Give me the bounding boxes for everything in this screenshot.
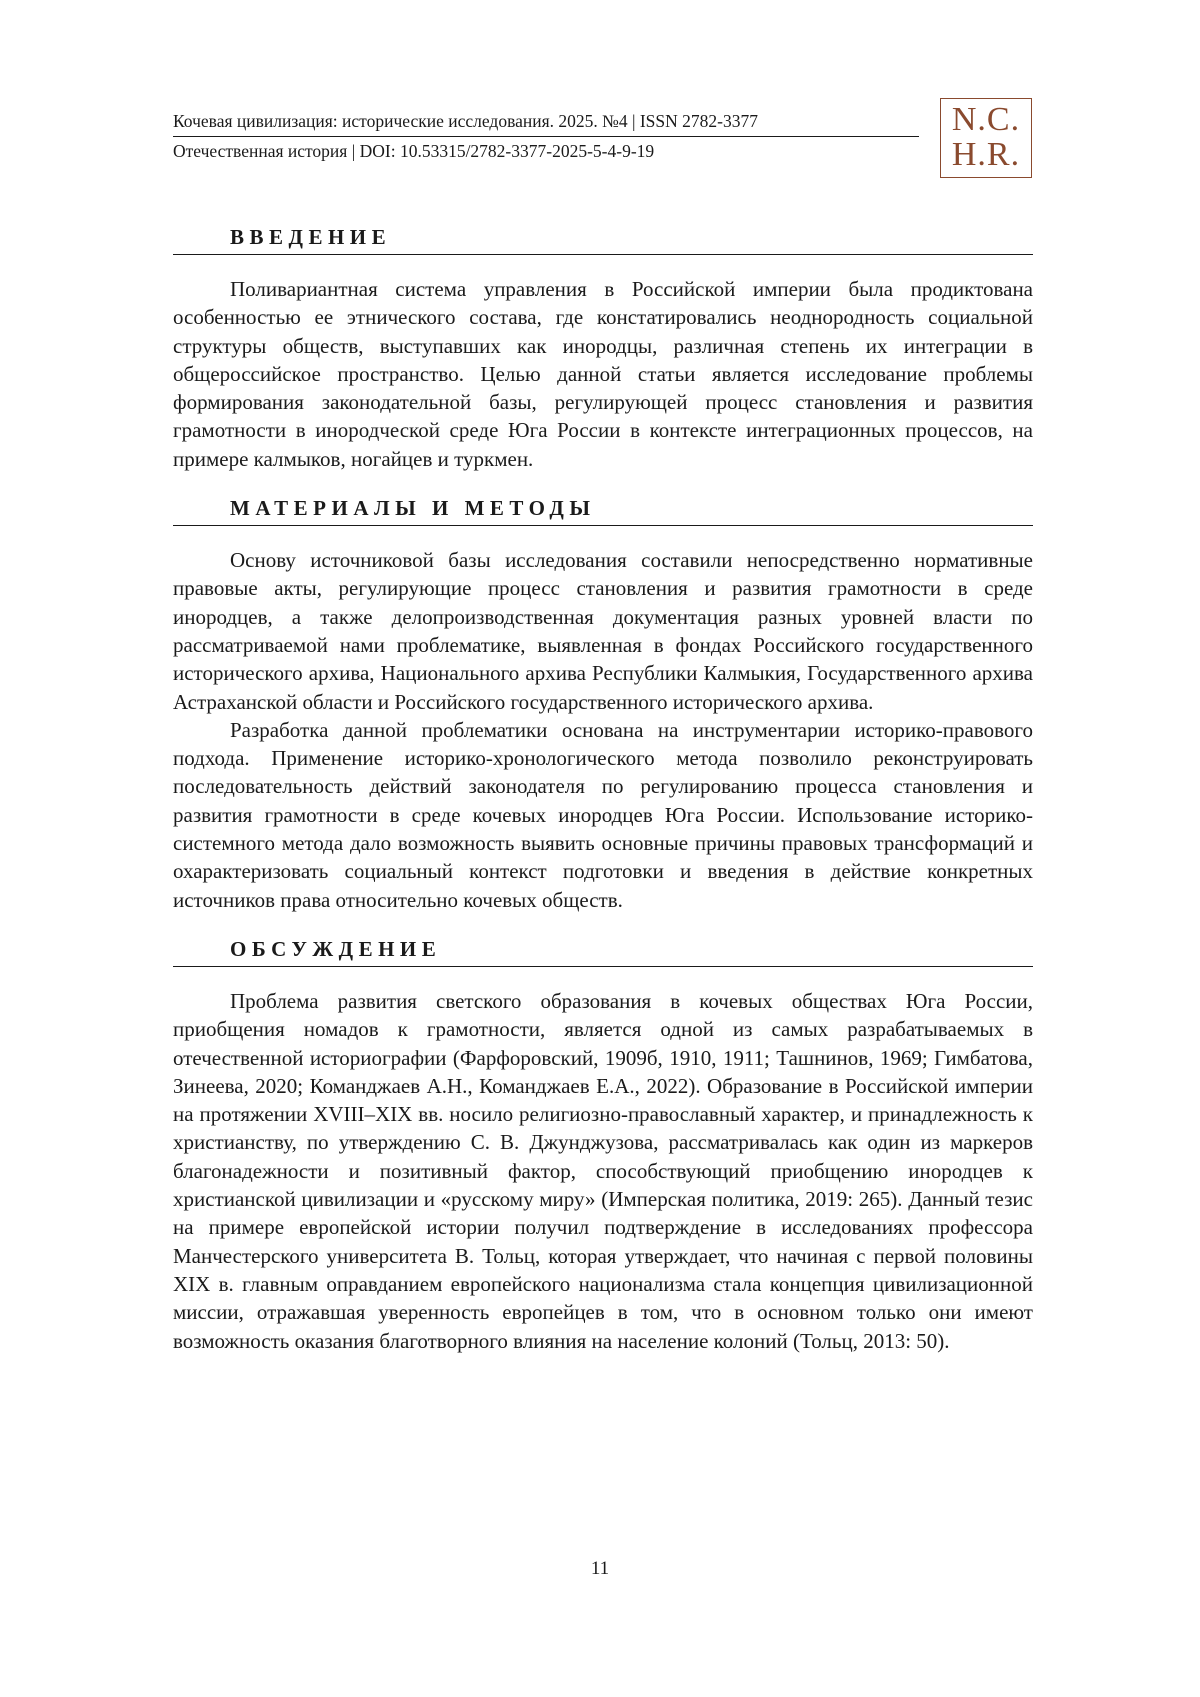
running-head — [173, 108, 919, 165]
page-number: 11 — [590, 1558, 610, 1579]
journal-line: Кочевая цивилизация: исторические исследования. 2025. №4 | ISSN 2782-3377 — [173, 108, 919, 137]
article-body — [173, 222, 1033, 1355]
paragraph-methods-2: Разработка данной проблематики основана на инструментарии историко-правового подхода. Применение историко-хронологического метода позволило реконструировать последовательность действий законодателя по регулированию процесса становления и развития грамотности в среде кочевых инородцев Юга России. Использование историко-системного метода дало возможность выявить основные причины правовых трансформаций и охарактеризовать социальный контекст подготовки и введения в действие конкретных источников права относительно кочевых обществ. — [173, 717, 1033, 912]
section-heading-discussion: ОБСУЖДЕНИЕ — [173, 934, 1033, 967]
logo-bottom-text: H.R. — [951, 136, 1021, 173]
paragraph-discussion-1: Проблема развития светского образования в кочевых обществах Юга России, приобщения номадов к грамотности, является одной из самых разрабатываемых в отечественной историографии (Фарфоровский, 1909б, 1910, 1911; Ташнинов, 1969; Гимбатова, Зинеева, 2020; Команджаев А.Н., Команджаев Е.А., 2022). Образование в Российской империи на протяжении XVIII–XIX вв. носило религиозно-православный характер, и принадлежность к христианству, по утверждению С. В. Джунджузова, рассматривалась как один из маркеров благонадежности и позитивный фактор, способствующий приобщению инородцев к христианской цивилизации и «русскому миру» (Имперская политика, 2019: 265). Данный тезис на примере европейской истории получил подтверждение в исследованиях профессора Манчестерского университета В. Тольц, которая утверждает, что начиная с первой половины XIX в. главным оправданием европейского национализма стала концепция цивилизационной миссии, отражавшая уверенность европейцев в том, что в основном только они имеют возможность оказания благотворного влияния на население колоний (Тольц, 2013: 50). — [173, 988, 1033, 1353]
paragraph-introduction-1: Поливариантная система управления в Российской империи была продиктована особенностью ее этнического состава, где констатировались неоднородность социальной структуры обществ, выступавших как инородцы, различная степень их интеграции в общероссийское пространство. Целью данной статьи является исследование проблемы формирования законодательной базы, регулирующей процесс становления и развития грамотности в инородческой среде Юга России в контексте интеграционных процессов, на примере калмыков, ногайцев и туркмен. — [173, 277, 1033, 471]
journal-logo — [940, 98, 1032, 178]
logo-top-text: N.C. — [951, 101, 1021, 138]
section-doi-line: Отечественная история | DOI: 10.53315/2782-3377-2025-5-4-9-19 — [173, 141, 655, 161]
section-heading-introduction: ВВЕДЕНИЕ — [173, 222, 1033, 255]
paragraph-methods-1: Основу источниковой базы исследования составили непосредственно нормативные правовые акты, регулирующие процесс становления и развития грамотности в среде инородцев, а также делопроизводственная документация разных уровней власти по рассматриваемой нами проблематике, выявленная в фондах Российского государственного исторического архива, Национального архива Республики Калмыкия, Государственного архива Астраханской области и Российского государственного исторического архива. — [173, 548, 1033, 714]
section-heading-materials-methods: МАТЕРИАЛЫ И МЕТОДЫ — [173, 493, 1033, 526]
